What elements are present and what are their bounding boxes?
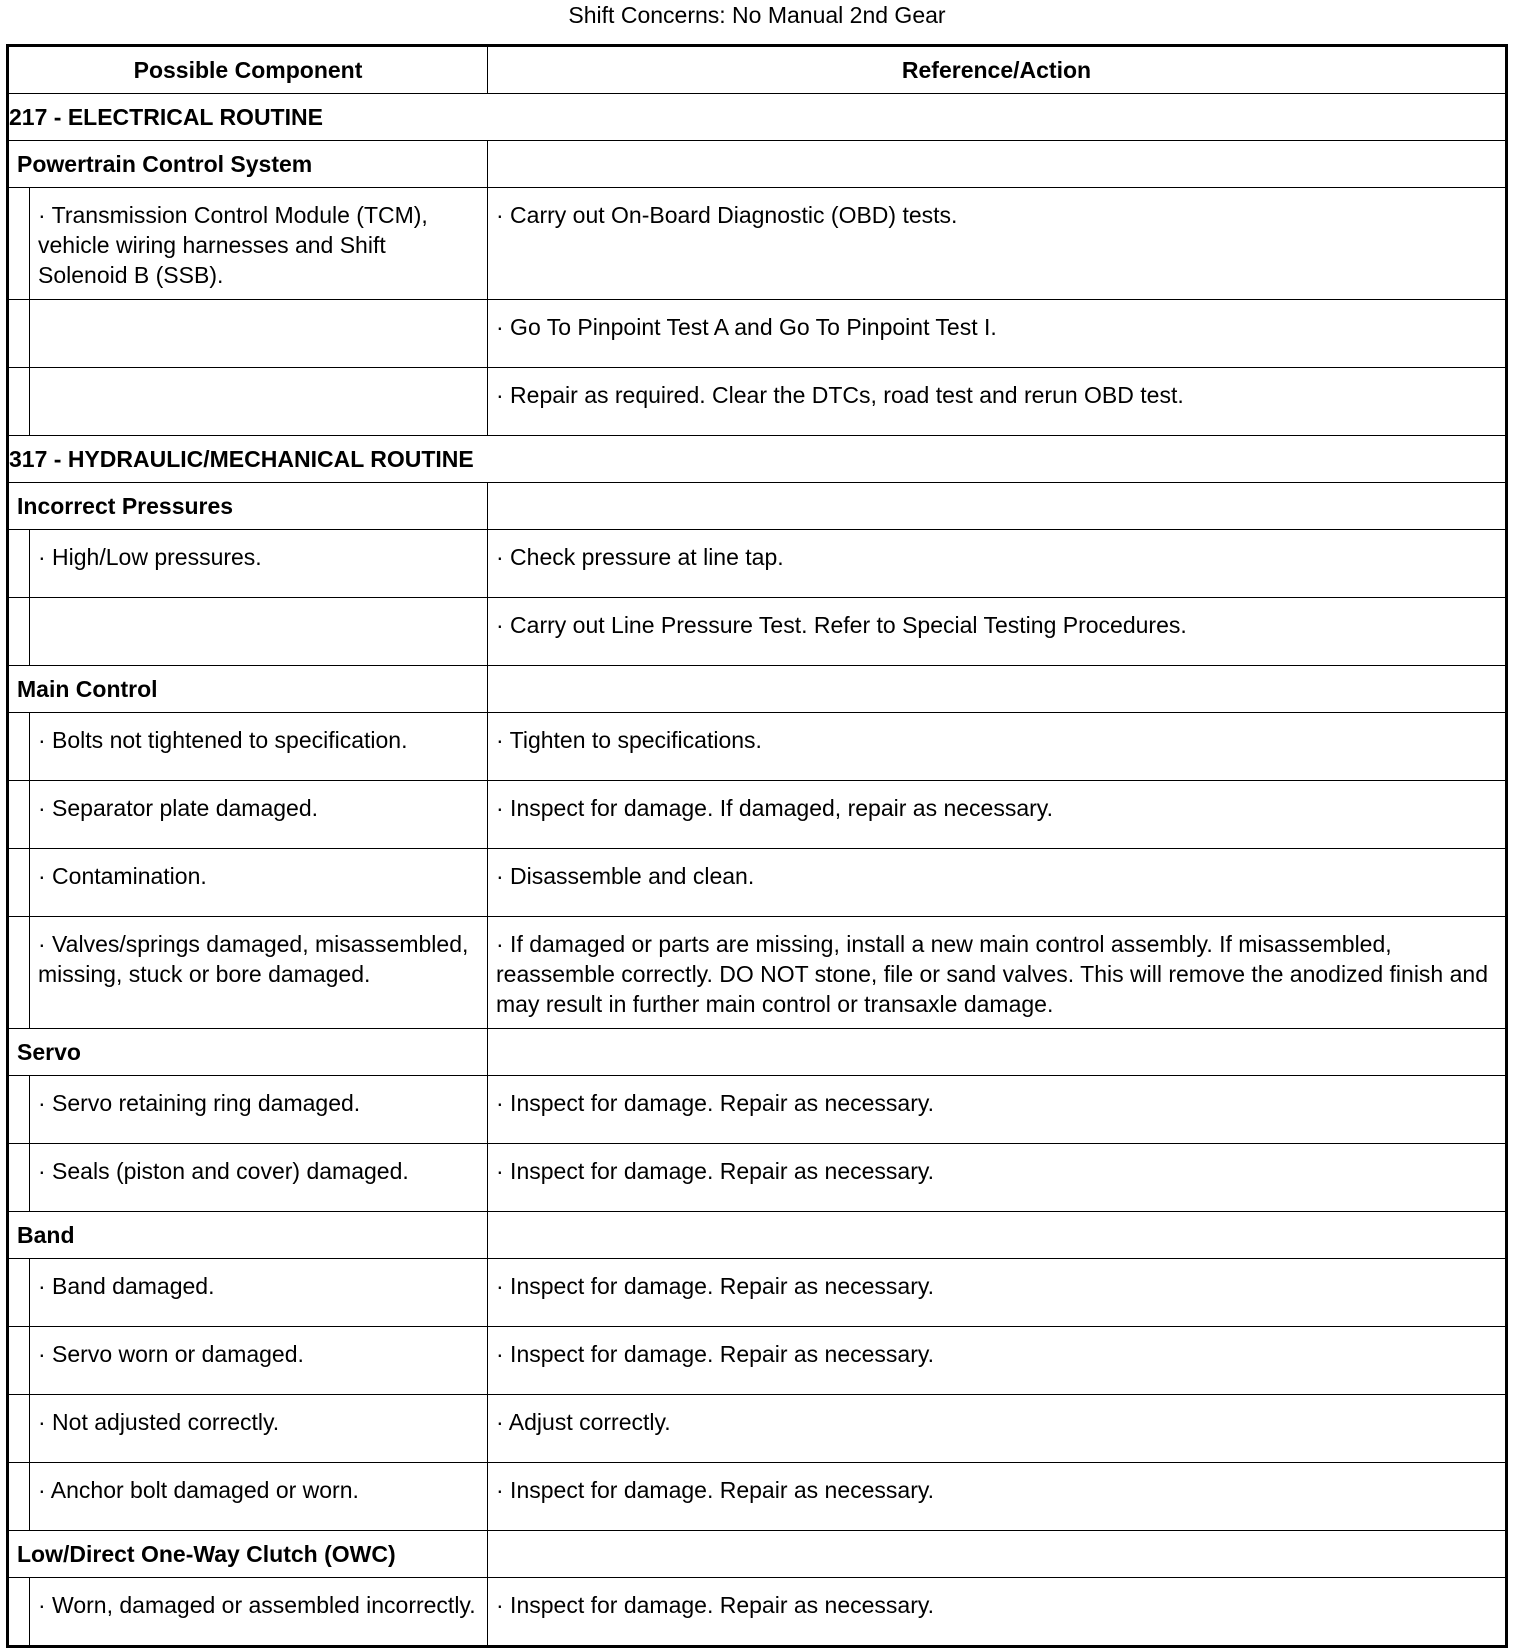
component-cell: · Transmission Control Module (TCM), vehicle wiring harnesses and Shift Solenoid B (SSB). bbox=[30, 188, 488, 300]
table-row bbox=[8, 1395, 1507, 1463]
table-row bbox=[8, 781, 1507, 849]
component-cell bbox=[30, 598, 488, 666]
indent-cell bbox=[8, 1076, 30, 1144]
indent-cell bbox=[8, 1395, 30, 1463]
component-cell: · Valves/springs damaged, misassembled, missing, stuck or bore damaged. bbox=[30, 917, 488, 1029]
component-cell: · Contamination. bbox=[30, 849, 488, 917]
indent-cell bbox=[8, 849, 30, 917]
table-row bbox=[8, 598, 1507, 666]
component-cell: · Not adjusted correctly. bbox=[30, 1395, 488, 1463]
action-cell: · Go To Pinpoint Test A and Go To Pinpoint Test I. bbox=[488, 300, 1507, 368]
action-cell: · Check pressure at line tap. bbox=[488, 530, 1507, 598]
action-cell: · Carry out On-Board Diagnostic (OBD) tests. bbox=[488, 188, 1507, 300]
category-row bbox=[8, 1212, 1507, 1259]
indent-cell bbox=[8, 1327, 30, 1395]
category-action-cell bbox=[488, 1212, 1507, 1259]
table-row bbox=[8, 1144, 1507, 1212]
component-cell bbox=[30, 368, 488, 436]
indent-cell bbox=[8, 300, 30, 368]
action-cell: · Repair as required. Clear the DTCs, road test and rerun OBD test. bbox=[488, 368, 1507, 436]
column-header-action: Reference/Action bbox=[488, 46, 1507, 94]
action-cell: · Carry out Line Pressure Test. Refer to Special Testing Procedures. bbox=[488, 598, 1507, 666]
table-row bbox=[8, 300, 1507, 368]
indent-cell bbox=[8, 1463, 30, 1531]
component-cell: · Anchor bolt damaged or worn. bbox=[30, 1463, 488, 1531]
action-cell: · Disassemble and clean. bbox=[488, 849, 1507, 917]
indent-cell bbox=[8, 188, 30, 300]
category-row bbox=[8, 1029, 1507, 1076]
indent-cell bbox=[8, 598, 30, 666]
indent-cell bbox=[8, 1259, 30, 1327]
category-title: Band bbox=[8, 1212, 488, 1259]
table-row bbox=[8, 713, 1507, 781]
table-row bbox=[8, 1327, 1507, 1395]
category-title: Incorrect Pressures bbox=[8, 483, 488, 530]
action-cell: · Tighten to specifications. bbox=[488, 713, 1507, 781]
section-row bbox=[8, 436, 1507, 483]
section-title: 317 - HYDRAULIC/MECHANICAL ROUTINE bbox=[8, 436, 1507, 483]
action-cell: · Inspect for damage. Repair as necessary. bbox=[488, 1463, 1507, 1531]
table-row bbox=[8, 1463, 1507, 1531]
component-cell: · Bolts not tightened to specification. bbox=[30, 713, 488, 781]
table-row bbox=[8, 849, 1507, 917]
category-row bbox=[8, 141, 1507, 188]
category-title: Powertrain Control System bbox=[8, 141, 488, 188]
component-cell: · Seals (piston and cover) damaged. bbox=[30, 1144, 488, 1212]
category-row bbox=[8, 1531, 1507, 1578]
category-action-cell bbox=[488, 141, 1507, 188]
action-cell: · Inspect for damage. Repair as necessary. bbox=[488, 1076, 1507, 1144]
category-action-cell bbox=[488, 1029, 1507, 1076]
table-row bbox=[8, 530, 1507, 598]
table-header-row bbox=[8, 46, 1507, 94]
indent-cell bbox=[8, 713, 30, 781]
action-cell: · Inspect for damage. Repair as necessary. bbox=[488, 1144, 1507, 1212]
component-cell: · Servo retaining ring damaged. bbox=[30, 1076, 488, 1144]
action-cell: · Inspect for damage. Repair as necessary. bbox=[488, 1259, 1507, 1327]
component-cell bbox=[30, 300, 488, 368]
component-cell: · Band damaged. bbox=[30, 1259, 488, 1327]
category-row bbox=[8, 483, 1507, 530]
table-row bbox=[8, 917, 1507, 1029]
table-row bbox=[8, 1578, 1507, 1647]
action-cell: · If damaged or parts are missing, install a new main control assembly. If misassembled, reassemble correctly. DO NOT stone, file or sand valves. This will remove the anodized finish and may result in further main control or transaxle damage. bbox=[488, 917, 1507, 1029]
category-title: Servo bbox=[8, 1029, 488, 1076]
table-row bbox=[8, 188, 1507, 300]
shift-concerns-table bbox=[6, 44, 1508, 1648]
indent-cell bbox=[8, 917, 30, 1029]
action-cell: · Inspect for damage. Repair as necessary. bbox=[488, 1327, 1507, 1395]
category-title: Main Control bbox=[8, 666, 488, 713]
indent-cell bbox=[8, 781, 30, 849]
component-cell: · Servo worn or damaged. bbox=[30, 1327, 488, 1395]
table-row bbox=[8, 1076, 1507, 1144]
indent-cell bbox=[8, 1144, 30, 1212]
action-cell: · Adjust correctly. bbox=[488, 1395, 1507, 1463]
category-row bbox=[8, 666, 1507, 713]
table-row bbox=[8, 1259, 1507, 1327]
page-title: Shift Concerns: No Manual 2nd Gear bbox=[568, 2, 946, 28]
column-header-component: Possible Component bbox=[8, 46, 488, 94]
category-action-cell bbox=[488, 666, 1507, 713]
component-cell: · Worn, damaged or assembled incorrectly. bbox=[30, 1578, 488, 1647]
indent-cell bbox=[8, 368, 30, 436]
section-row bbox=[8, 94, 1507, 141]
category-title: Low/Direct One-Way Clutch (OWC) bbox=[8, 1531, 488, 1578]
action-cell: · Inspect for damage. Repair as necessary. bbox=[488, 1578, 1507, 1647]
action-cell: · Inspect for damage. If damaged, repair as necessary. bbox=[488, 781, 1507, 849]
indent-cell bbox=[8, 1578, 30, 1647]
section-title: 217 - ELECTRICAL ROUTINE bbox=[8, 94, 1507, 141]
category-action-cell bbox=[488, 1531, 1507, 1578]
table-row bbox=[8, 368, 1507, 436]
indent-cell bbox=[8, 530, 30, 598]
table-body bbox=[8, 94, 1507, 1647]
component-cell: · Separator plate damaged. bbox=[30, 781, 488, 849]
component-cell: · High/Low pressures. bbox=[30, 530, 488, 598]
category-action-cell bbox=[488, 483, 1507, 530]
